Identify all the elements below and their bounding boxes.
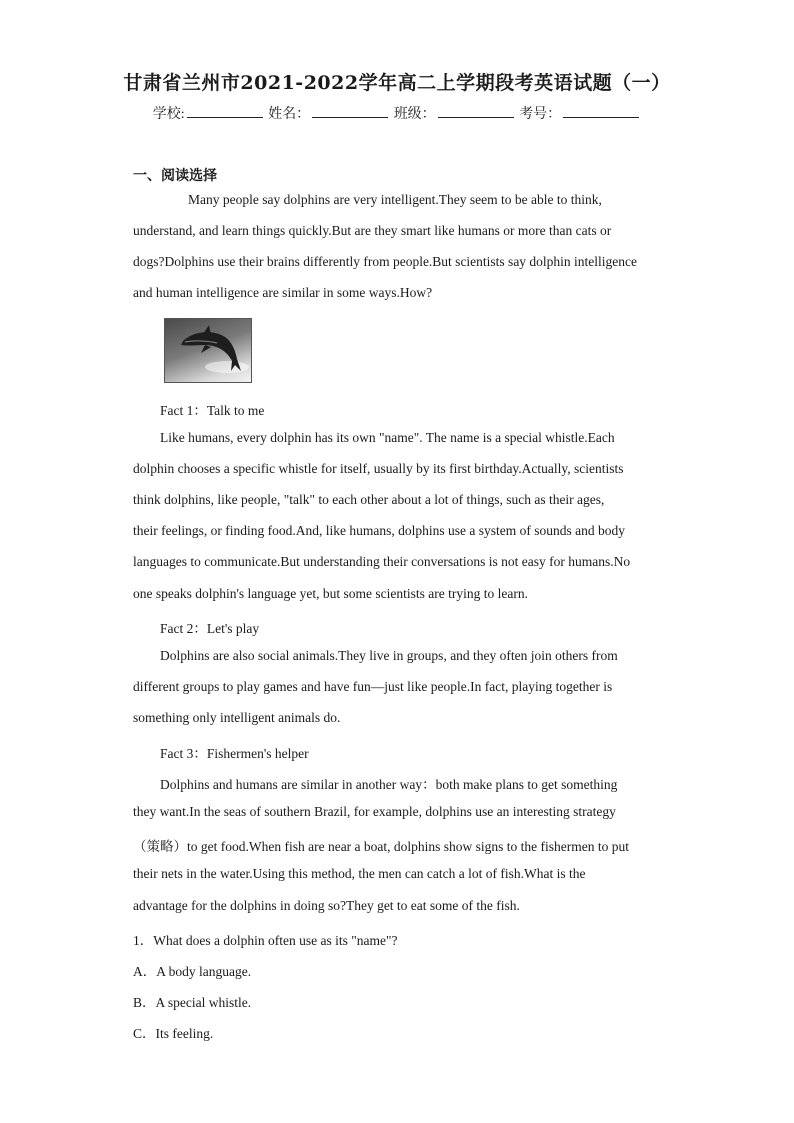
fact1-line: languages to communicate.But understanding their conversations is not easy for humans.No xyxy=(133,554,631,569)
name-blank[interactable] xyxy=(312,105,388,118)
fact3-line: their nets in the water.Using this method, the men can catch a lot of fish.What is the xyxy=(133,866,586,881)
dolphin-image xyxy=(164,318,252,383)
fact2-line: different groups to play games and have fun—just like people.In fact, playing together is xyxy=(133,679,613,694)
intro-line: Many people say dolphins are very intelligent.They seem to be able to think, xyxy=(188,192,602,207)
option-a[interactable]: A．A body language. xyxy=(133,964,252,979)
fact3-line: （策略）to get food.When fish are near a boat, dolphins show signs to the fishermen to put xyxy=(133,839,630,854)
intro-line: understand, and learn things quickly.But are they smart like humans or more than cats or xyxy=(133,223,612,238)
fact1-heading: Fact 1：Talk to me xyxy=(160,403,265,418)
class-label: 班级： xyxy=(393,107,436,122)
fact3-line: they want.In the seas of southern Brazil, for example, dolphins use an interesting strategy xyxy=(133,804,616,819)
option-c[interactable]: C．Its feeling. xyxy=(133,1026,214,1041)
intro-line: dogs?Dolphins use their brains differently from people.But scientists say dolphin intelligence xyxy=(133,254,638,269)
exam-title: 甘肃省兰州市2021-2022学年高二上学期段考英语试题（一） xyxy=(123,72,671,94)
dolphin-icon xyxy=(165,319,251,382)
number-blank[interactable] xyxy=(563,105,639,118)
fact2-line: Dolphins are also social animals.They live in groups, and they often join others from xyxy=(160,648,618,663)
section-title: 一、阅读选择 xyxy=(133,168,217,184)
fact1-line: dolphin chooses a specific whistle for itself, usually by its first birthday.Actually, scientists xyxy=(133,461,624,476)
school-label: 学校: xyxy=(152,107,185,122)
fact1-line: one speaks dolphin's language yet, but some scientists are trying to learn. xyxy=(133,586,528,601)
student-info-row xyxy=(0,103,794,123)
fact3-line: advantage for the dolphins in doing so?They get to eat some of the fish. xyxy=(133,898,520,913)
fact1-line: think dolphins, like people, "talk" to each other about a lot of things, such as their ages, xyxy=(133,492,605,507)
option-b[interactable]: B．A special whistle. xyxy=(133,995,252,1010)
fact2-heading: Fact 2：Let's play xyxy=(160,621,260,636)
fact1-line: their feelings, or finding food.And, like humans, dolphins use a system of sounds and body xyxy=(133,523,625,538)
school-blank[interactable] xyxy=(187,105,263,118)
fact3-line: Dolphins and humans are similar in another way：both make plans to get something xyxy=(160,777,618,792)
fact1-line: Like humans, every dolphin has its own "name". The name is a special whistle.Each xyxy=(160,430,615,445)
intro-line: and human intelligence are similar in some ways.How? xyxy=(133,285,433,300)
name-label: 姓名： xyxy=(268,107,311,122)
fact3-heading: Fact 3：Fishermen's helper xyxy=(160,746,309,761)
question-stem: 1．What does a dolphin often use as its "name"? xyxy=(133,933,398,948)
class-blank[interactable] xyxy=(438,105,514,118)
number-label: 考号： xyxy=(519,107,562,122)
fact2-line: something only intelligent animals do. xyxy=(133,710,341,725)
